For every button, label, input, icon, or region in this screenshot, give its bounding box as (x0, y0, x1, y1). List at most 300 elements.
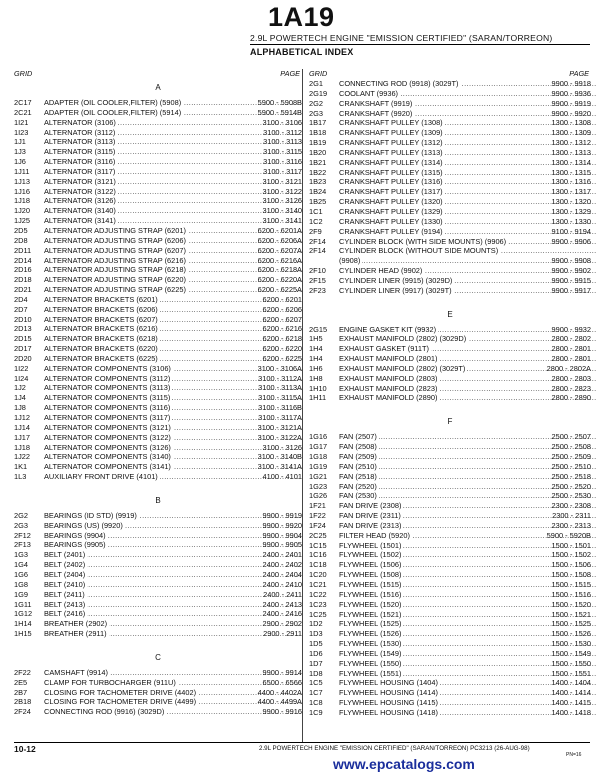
part-description (339, 491, 597, 501)
part-description (44, 324, 302, 334)
part-description-text: ALTERNATOR COMPONENTS (3112) (44, 373, 171, 383)
section-f-rows (309, 432, 591, 717)
part-description (339, 521, 597, 531)
grid-ref: 1F24 (309, 520, 326, 530)
grid-ref: 1B22 (309, 167, 327, 177)
part-description (339, 89, 597, 99)
part-description-text: CRANKSHAFT PULLEY (1309) (339, 128, 443, 138)
part-description (339, 237, 597, 247)
page-ref: 6200 - 6218 (262, 334, 302, 344)
grid-ref: 1C1 (309, 206, 323, 216)
page-ref: 3100 - 3141A (257, 462, 302, 472)
index-row (14, 423, 302, 433)
page-ref: 9900 - 9905 (262, 540, 302, 550)
grid-ref: 1C7 (309, 688, 323, 698)
grid-ref: 1C2 (309, 216, 323, 226)
grid-ref: 1J2 (14, 383, 26, 393)
grid-ref: 1F22 (309, 511, 326, 521)
part-description-text: FAN (2507) (339, 432, 377, 442)
part-description (339, 364, 597, 374)
page-ref: 9900 - 9932 (551, 324, 591, 334)
index-row (14, 177, 302, 187)
part-description-text: ALTERNATOR COMPONENTS (3106) (44, 363, 171, 373)
grid-ref: 2F15 (309, 275, 326, 285)
part-description (339, 217, 597, 227)
part-description (44, 383, 302, 393)
index-row (309, 187, 591, 197)
part-description-text: CRANKSHAFT PULLEY (1312) (339, 138, 443, 148)
grid-ref: 2C25 (309, 530, 327, 540)
part-description (339, 197, 597, 207)
grid-ref: 2G1 (309, 79, 323, 88)
grid-ref: 1H8 (309, 373, 323, 383)
page-ref: 3100 - 3126 (262, 442, 302, 452)
index-row (309, 89, 591, 99)
part-description (44, 688, 302, 698)
part-description (339, 187, 597, 197)
page-ref: 1300 - 1330 (551, 216, 591, 226)
page-ref: 6200 - 6206 (262, 304, 302, 314)
part-description-text: ALTERNATOR (3112) (44, 127, 116, 137)
part-description-text: ALTERNATOR (3122) (44, 186, 116, 196)
grid-ref: 2D11 (14, 245, 32, 255)
part-description (339, 246, 597, 256)
grid-ref: 1B19 (309, 138, 327, 148)
page-ref: 9100 - 9194 (551, 226, 591, 236)
page-ref: 4100 - 4101 (262, 472, 302, 482)
index-row (14, 236, 302, 246)
grid-ref: 2F14 (309, 236, 326, 246)
grid-ref: 1D8 (309, 668, 323, 678)
grid-ref: 1G16 (309, 432, 328, 442)
part-description-text: FAN DRIVE (2308) (339, 501, 402, 511)
part-description-text: BELT (2410) (44, 579, 86, 589)
index-row (309, 669, 591, 679)
index-row (309, 452, 591, 462)
index-row (309, 109, 591, 119)
page-ref: 1300 - 1312 (551, 138, 591, 148)
part-description (44, 540, 302, 550)
page-ref: 1300 - 1315 (551, 167, 591, 177)
grid-ref: 2G3 (14, 520, 28, 530)
part-description (339, 168, 597, 178)
grid-ref: 1I22 (14, 363, 29, 373)
page-ref: 2300 - 2313 (551, 520, 591, 530)
part-description-text: FLYWHEEL HOUSING (1415) (339, 698, 438, 708)
grid-ref: 1K1 (14, 462, 28, 472)
index-row (309, 659, 591, 669)
index-row (309, 354, 591, 364)
index-row (14, 668, 302, 678)
part-description (339, 560, 597, 570)
page-ref: 1500 - 1521 (551, 609, 591, 619)
part-description-text: FLYWHEEL (1526) (339, 629, 402, 639)
part-description-text: BEARINGS (US) (9920) (44, 520, 123, 530)
part-description-text: BELT (2401) (44, 550, 86, 560)
index-row (14, 443, 302, 453)
index-row (14, 305, 302, 315)
index-row (309, 590, 591, 600)
index-row (14, 433, 302, 443)
grid-ref: 2C21 (14, 107, 32, 117)
index-row (309, 148, 591, 158)
part-description-text: EXHAUST MANIFOLD (2801) (339, 354, 438, 364)
grid-ref: 2G3 (309, 108, 323, 118)
part-description (44, 511, 302, 521)
catalog-code: 1A19 (268, 2, 335, 32)
index-row (309, 462, 591, 472)
grid-ref: 2D13 (14, 324, 32, 334)
part-description (339, 344, 597, 354)
part-description-text: FAN DRIVE (2311) (339, 511, 401, 521)
part-description (44, 265, 302, 275)
page-ref: 9900 - 9908 (551, 256, 591, 266)
index-row (14, 580, 302, 590)
part-description (339, 227, 597, 237)
index-row (14, 678, 302, 688)
page-ref: 2500 - 2510 (551, 461, 591, 471)
page-ref: 9900 - 9917 (551, 285, 591, 295)
part-description (339, 580, 597, 590)
part-description (44, 196, 302, 206)
part-description-text: ALTERNATOR COMPONENTS (3126) (44, 442, 171, 452)
grid-ref: 2F23 (309, 285, 326, 295)
page-ref: 2500 - 2507 (551, 432, 591, 442)
grid-ref: 1B21 (309, 157, 327, 167)
page-ref: 6200 - 6218A (257, 265, 302, 275)
page-ref: 6200 - 6220 (262, 344, 302, 354)
part-description (339, 442, 597, 452)
part-description-text: CYLINDER HEAD (9902) (339, 266, 423, 276)
part-description (339, 148, 597, 158)
part-description-text: CYLINDER BLOCK (WITH SIDE MOUNTS) (9906) (339, 236, 507, 246)
page-ref: 1500 - 1508 (551, 570, 591, 580)
grid-ref: 1G17 (309, 442, 328, 452)
part-description (44, 403, 302, 413)
grid-ref: 2D4 (14, 294, 28, 304)
part-description-text: FLYWHEEL (1521) (339, 609, 402, 619)
index-row (14, 521, 302, 531)
part-description-text: EXHAUST MANIFOLD (2890) (339, 393, 438, 403)
grid-ref: 2D20 (14, 353, 32, 363)
grid-ref: 1G26 (309, 491, 328, 501)
part-description-text: ALTERNATOR (3115) (44, 147, 116, 157)
part-description (44, 128, 302, 138)
watermark-link[interactable]: www.epcatalogs.com (333, 756, 475, 772)
index-row (14, 600, 302, 610)
part-description-text: ALTERNATOR (3106) (44, 117, 116, 127)
grid-ref: 1J4 (14, 393, 26, 403)
grid-ref: 2B7 (14, 687, 28, 697)
part-description (339, 511, 597, 521)
index-row (309, 600, 591, 610)
index-row (309, 639, 591, 649)
part-description-text: CRANKSHAFT PULLEY (1315) (339, 167, 443, 177)
part-description (44, 560, 302, 570)
part-description-text: FAN (2518) (339, 471, 377, 481)
grid-ref: 1C20 (309, 570, 327, 580)
index-row (309, 511, 591, 521)
grid-ref: 1H10 (309, 383, 327, 393)
footer-text: 2.9L POWERTECH ENGINE "EMISSION CERTIFIED" (SARAN/TORREON) PC3213 (26-AUG-98) (259, 745, 530, 752)
index-row (309, 217, 591, 227)
part-description-text: EXHAUST MANIFOLD (2802) (3029T) (339, 363, 466, 373)
part-description (339, 109, 597, 119)
part-description (44, 423, 302, 433)
index-row (14, 118, 302, 128)
grid-ref: 2D7 (14, 304, 28, 314)
part-description-text: ALTERNATOR (3141) (44, 216, 116, 226)
part-description-text: ALTERNATOR (3140) (44, 206, 116, 216)
grid-ref: 1C21 (309, 579, 327, 589)
page-ref: 6200 - 6206A (257, 235, 302, 245)
grid-ref: 1C22 (309, 589, 327, 599)
index-row (309, 197, 591, 207)
grid-ref: 1C16 (309, 550, 327, 560)
part-description (339, 99, 597, 109)
part-description-text: ALTERNATOR COMPONENTS (3141) (44, 462, 171, 472)
part-description (44, 570, 302, 580)
grid-ref: 2D5 (14, 225, 28, 235)
index-row (309, 276, 591, 286)
part-description-text: BREATHER (2902) (44, 619, 108, 629)
part-description-text: BELT (2402) (44, 560, 86, 570)
index-row (309, 158, 591, 168)
part-description-text: ALTERNATOR ADJUSTING STRAP (6216) (44, 255, 186, 265)
page-ref: 2500 - 2508 (551, 442, 591, 452)
page-ref: 1300 - 1316 (551, 177, 591, 187)
part-description (339, 374, 597, 384)
page-ref: 2400 - 2410 (262, 579, 302, 589)
part-description-text: CRANKSHAFT PULLEY (1330) (339, 216, 443, 226)
grid-ref: 2G2 (14, 510, 28, 520)
part-description (44, 108, 302, 118)
grid-ref: 1B23 (309, 177, 327, 187)
index-row (14, 697, 302, 707)
index-row (14, 315, 302, 325)
part-description (44, 393, 302, 403)
part-description-text: ALTERNATOR COMPONENTS (3116) (44, 403, 171, 413)
part-description (339, 531, 597, 541)
right-column (309, 69, 591, 718)
grid-ref: 1H4 (309, 354, 323, 364)
part-description (339, 452, 597, 462)
grid-ref: 1B25 (309, 197, 327, 207)
index-row (309, 442, 591, 452)
part-description-text: FAN (2530) (339, 491, 377, 501)
part-description-text: ALTERNATOR ADJUSTING STRAP (6220) (44, 275, 186, 285)
index-row (309, 237, 591, 247)
page-ref: 1500 - 1515 (551, 579, 591, 589)
page-ref: 3100 - 3122A (257, 432, 302, 442)
section-gap (309, 403, 591, 413)
page-ref: 2500 - 2530 (551, 491, 591, 501)
index-row (14, 609, 302, 619)
part-description-text: FLYWHEEL HOUSING (1414) (339, 688, 438, 698)
index-row (14, 167, 302, 177)
page-ref: 9900 - 9920 (551, 108, 591, 118)
section-c-rows (14, 668, 302, 717)
part-description-text: CONNECTING ROD (9916) (3029D) (44, 707, 165, 717)
grid-ref: 1C9 (309, 707, 323, 717)
grid-ref: 1D3 (309, 629, 323, 639)
part-description (44, 550, 302, 560)
page-ref: 2400 - 2411 (263, 589, 302, 599)
part-description-text: ALTERNATOR ADJUSTING STRAP (6207) (44, 245, 186, 255)
index-row (309, 118, 591, 128)
section-a-rows (14, 98, 302, 482)
grid-ref: 2D18 (14, 275, 32, 285)
index-row (14, 452, 302, 462)
page-ref: 3100 - 3121 (262, 176, 302, 186)
part-description-text: CRANKSHAFT PULLEY (1314) (339, 157, 443, 167)
grid-ref: 1G3 (14, 550, 28, 560)
part-description (44, 590, 302, 600)
part-description (44, 167, 302, 177)
part-description (339, 177, 597, 187)
index-row (14, 511, 302, 521)
page-ref: 3100 - 3106A (257, 363, 302, 373)
page-ref: 9900 - 9914 (262, 667, 302, 677)
part-description (339, 432, 597, 442)
grid-ref: 1B24 (309, 187, 327, 197)
grid-ref: 2G19 (309, 88, 328, 98)
part-description (339, 128, 597, 138)
right-column-header (309, 69, 591, 79)
index-row (309, 334, 591, 344)
section-b-rows (14, 511, 302, 639)
index-row (309, 550, 591, 560)
page-ref: 2800 - 2801 (551, 344, 591, 354)
index-row (309, 472, 591, 482)
part-description (339, 669, 597, 679)
grid-ref: 1B20 (309, 147, 327, 157)
part-description (44, 334, 302, 344)
part-description (44, 256, 302, 266)
index-row (309, 482, 591, 492)
page-ref: 9900 - 9936 (551, 88, 591, 98)
grid-ref: 1B18 (309, 128, 327, 138)
grid-ref: 1C23 (309, 599, 327, 609)
index-row (14, 187, 302, 197)
grid-ref: 2G15 (309, 324, 328, 334)
page-ref: 3100 - 3115 (263, 147, 302, 157)
part-description (44, 462, 302, 472)
part-description-text: FAN DRIVE (2313) (339, 520, 402, 530)
page-ref: 6200 - 6216A (257, 255, 302, 265)
part-description-text: ALTERNATOR ADJUSTING STRAP (6206) (44, 235, 186, 245)
page-ref: 6200 - 6201A (257, 225, 302, 235)
index-row (309, 698, 591, 708)
index-row (309, 649, 591, 659)
part-description (44, 187, 302, 197)
grid-ref: 1G11 (14, 599, 32, 609)
page-ref: 3100 - 3116 (263, 157, 302, 167)
page-ref: 5900 - 5908B (257, 98, 302, 107)
part-description-text: CRANKSHAFT PULLEY (1317) (339, 187, 443, 197)
part-description-text: ALTERNATOR COMPONENTS (3113) (44, 383, 171, 393)
page-ref: 1500 - 1530 (551, 639, 591, 649)
index-row (14, 374, 302, 384)
page-header: PAGE (280, 69, 300, 78)
part-description-text: ALTERNATOR (3126) (44, 196, 116, 206)
index-row (14, 570, 302, 580)
part-description-text: ADAPTER (OIL COOLER,FILTER) (5908) (44, 98, 182, 107)
index-row (309, 325, 591, 335)
part-description-text: ALTERNATOR ADJUSTING STRAP (6225) (44, 285, 186, 295)
page-ref: 2400 - 2402 (262, 560, 302, 570)
part-description (339, 629, 597, 639)
grid-ref: 1G8 (14, 579, 28, 589)
page-ref: 3100 - 3112 (263, 127, 302, 137)
part-description-text: ADAPTER (OIL COOLER,FILTER) (5914) (44, 107, 182, 117)
page-ref: 1400 - 1404 (551, 678, 591, 688)
grid-ref: 2D10 (14, 314, 32, 324)
part-description-text: BELT (2404) (44, 569, 86, 579)
part-description-text: FLYWHEEL HOUSING (1404) (339, 678, 438, 688)
page-ref: 2900 - 2911 (263, 629, 302, 639)
index-row (14, 393, 302, 403)
part-description-text: ALTERNATOR ADJUSTING STRAP (6218) (44, 265, 186, 275)
page-ref: 2400 - 2413 (262, 599, 302, 609)
index-row (14, 216, 302, 226)
grid-ref: 2E5 (14, 677, 28, 687)
page-ref: 2300 - 2311 (552, 511, 591, 521)
page-ref: 1500 - 1525 (551, 619, 591, 629)
part-description-text: FLYWHEEL (1520) (339, 599, 402, 609)
part-description (339, 325, 597, 335)
part-description (339, 678, 597, 688)
part-description-text: CRANKSHAFT PULLEY (1329) (339, 206, 443, 216)
page-ref: 2800 - 2802A (546, 363, 591, 373)
index-row (309, 266, 591, 276)
grid-ref: 2G2 (309, 98, 323, 108)
page-ref: 2800 - 2890 (551, 393, 591, 403)
page-ref: 3100 - 3117 (263, 166, 302, 176)
page-ref: 3100 - 3140B (257, 452, 302, 462)
part-description (44, 344, 302, 354)
grid-ref: 1J6 (14, 157, 26, 167)
page-ref: 2400 - 2401 (262, 550, 302, 560)
grid-ref: 1D2 (309, 619, 323, 629)
index-row (309, 286, 591, 296)
part-description (339, 207, 597, 217)
grid-ref: 1H11 (309, 393, 327, 403)
page-ref: 1400 - 1418 (551, 707, 591, 717)
index-row (14, 560, 302, 570)
index-row (14, 364, 302, 374)
index-row (14, 334, 302, 344)
part-description (339, 384, 597, 394)
page-ref: 1500 - 1520 (551, 599, 591, 609)
grid-ref: 1J13 (14, 176, 31, 186)
index-row (14, 295, 302, 305)
part-description-text: CONNECTING ROD (9918) (3029T) (339, 79, 459, 88)
grid-ref: 2F13 (14, 540, 31, 550)
page-ref: 9900 - 9902 (551, 266, 591, 276)
part-description (339, 590, 597, 600)
grid-ref: 1J22 (14, 452, 31, 462)
index-row (309, 207, 591, 217)
grid-ref: 1G18 (309, 452, 328, 461)
part-description-text: ALTERNATOR COMPONENTS (3122) (44, 432, 171, 442)
catalog-subtitle: 2.9L POWERTECH ENGINE "EMISSION CERTIFIED" (SARAN/TORREON) (250, 33, 553, 43)
page-ref: 6200 - 6225A (257, 285, 302, 295)
part-description (339, 688, 597, 698)
part-description-text: FAN (2520) (339, 481, 377, 491)
part-description (44, 521, 302, 531)
page-header: PAGE (569, 69, 589, 78)
